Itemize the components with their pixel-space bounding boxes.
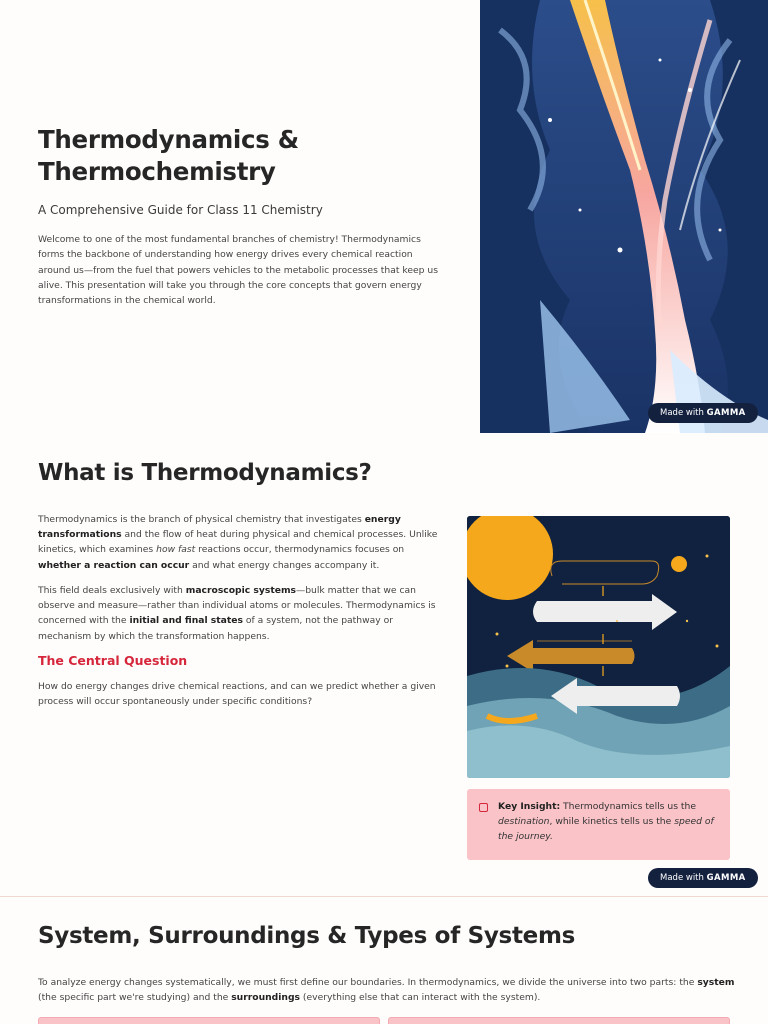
insight-label: Key Insight: bbox=[498, 801, 561, 812]
badge-text: Made with bbox=[660, 873, 704, 883]
text-run: —bulk matter that we can observe and measure—rather than individual atoms or molecules. Thermodynamics is concerned with the bbox=[38, 585, 436, 627]
central-question-heading: The Central Question bbox=[38, 653, 188, 668]
gamma-logo: GAMMA bbox=[706, 408, 746, 418]
italic-run: destination bbox=[498, 816, 550, 828]
system-card bbox=[38, 1017, 380, 1024]
text-run: Thermodynamics is the branch of physical chemistry that investigates bbox=[38, 514, 365, 525]
text-run: of a system, not the pathway or mechanism by which the transformation happens. bbox=[38, 615, 394, 642]
text-run: and what energy changes accompany it. bbox=[189, 559, 380, 571]
italic-run: speed of the journey bbox=[498, 816, 714, 843]
key-insight-callout bbox=[467, 789, 730, 860]
badge-text: Made with bbox=[660, 408, 704, 418]
text-run: , while kinetics tells us the bbox=[549, 816, 675, 828]
energy-flow-illustration bbox=[480, 0, 768, 433]
title-line-1: Thermodynamics & bbox=[38, 125, 299, 154]
bold-run: initial and final states bbox=[129, 615, 243, 627]
italic-run: how fast bbox=[156, 544, 196, 556]
central-question-paragraph: How do energy changes drive chemical reactions, and can we predict whether a given process will occur spontaneously under specific conditions? bbox=[38, 681, 436, 708]
section-title: What is Thermodynamics? bbox=[38, 460, 372, 486]
systems-intro-paragraph bbox=[38, 975, 738, 1005]
intro-paragraph: Welcome to one of the most fundamental branches of chemistry! Thermodynamics forms the backbone of understanding how energy drives every chemical reaction around us—from the fuel that powers vehicles to the metabolic processes that keep us alive. This presentation will take you through the core concepts that govern energy transformations in the chemical world. bbox=[38, 234, 439, 307]
systems-slide bbox=[0, 897, 768, 1024]
definition-paragraph bbox=[38, 512, 446, 573]
section-title: System, Surroundings & Types of Systems bbox=[38, 923, 575, 949]
bold-run: system bbox=[697, 977, 735, 988]
bold-run: macroscopic systems bbox=[185, 585, 297, 596]
energy-arrows-illustration bbox=[467, 516, 730, 778]
title-slide bbox=[0, 0, 768, 433]
text-run: . bbox=[549, 831, 553, 843]
gamma-logo: GAMMA bbox=[706, 873, 746, 883]
text-run: This field deals exclusively with bbox=[38, 585, 186, 596]
note-icon bbox=[479, 803, 488, 812]
surroundings-card bbox=[388, 1017, 730, 1024]
slide-title bbox=[38, 124, 458, 188]
made-with-gamma-badge[interactable] bbox=[648, 403, 758, 423]
thermodynamics-slide bbox=[0, 433, 768, 897]
title-line-2: Thermochemistry bbox=[38, 157, 276, 186]
text-run: reactions occur, thermodynamics focuses on bbox=[195, 544, 405, 556]
bold-run: surroundings bbox=[231, 992, 300, 1004]
text-run: and the flow of heat during physical and chemical processes. Unlike kinetics, which examines bbox=[38, 529, 438, 556]
bold-run: whether a reaction can occur bbox=[38, 559, 190, 571]
slide-subtitle: A Comprehensive Guide for Class 11 Chemistry bbox=[38, 203, 323, 217]
text-run: (the specific part we're studying) and the bbox=[38, 992, 232, 1004]
text-run: Thermodynamics tells us the bbox=[560, 801, 696, 812]
text-run: To analyze energy changes systematically, we must first define our boundaries. In thermodynamics, we divide the universe into two parts: the bbox=[38, 977, 698, 988]
bold-run: energy transformations bbox=[38, 514, 401, 541]
made-with-gamma-badge[interactable] bbox=[648, 868, 758, 888]
macroscopic-paragraph bbox=[38, 583, 446, 644]
text-run: (everything else that can interact with the system). bbox=[300, 992, 541, 1004]
